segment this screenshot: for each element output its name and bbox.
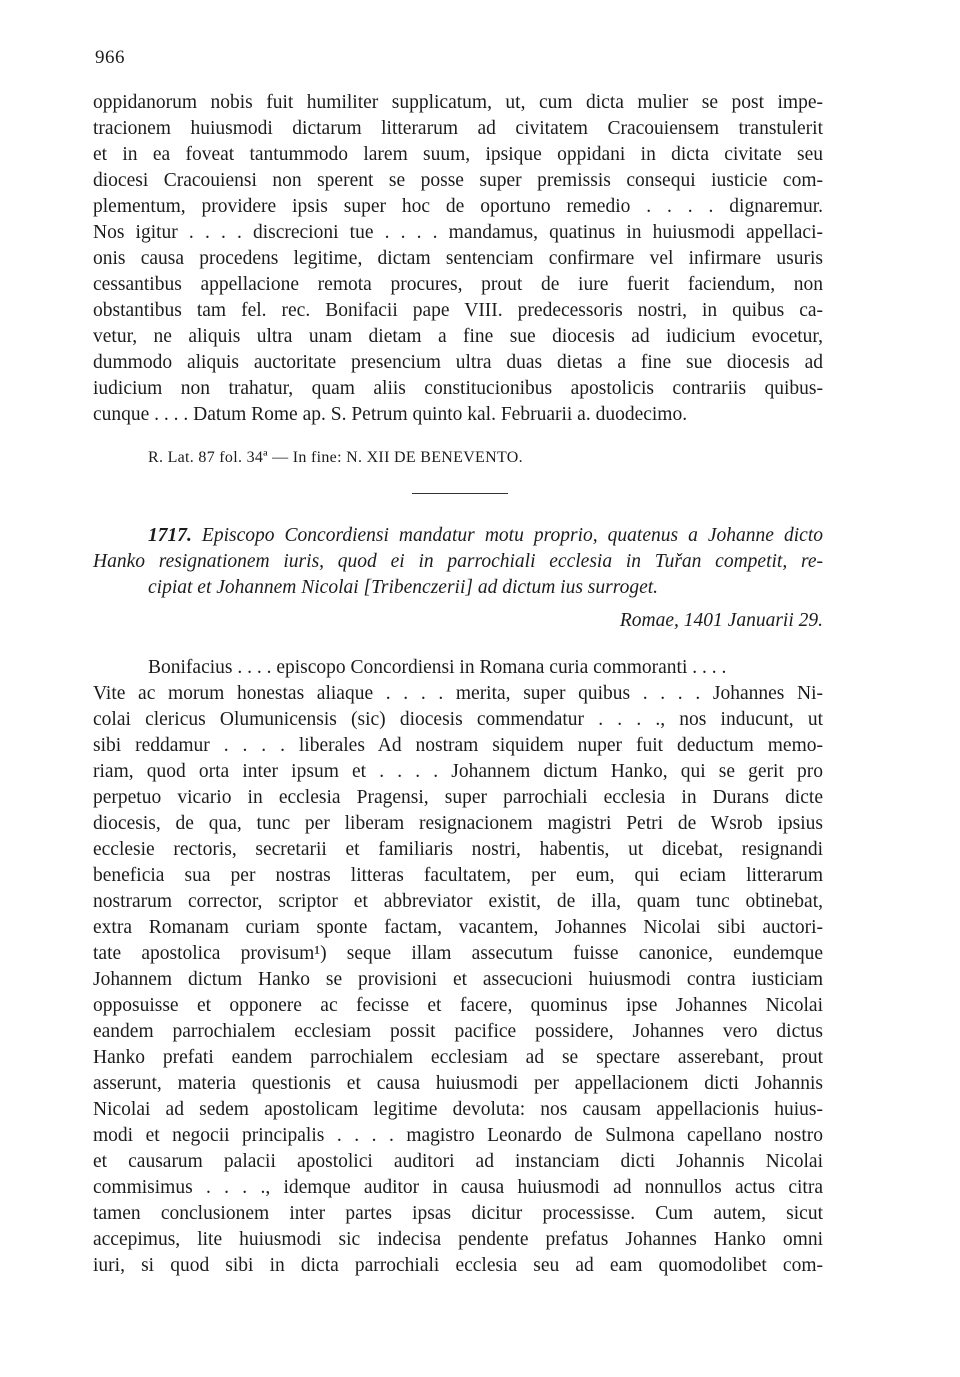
text-line: nostrarum corrector, scriptor et abbreviator existit, de illa, quam tunc obtinebat, xyxy=(93,891,823,912)
text-line: onis causa procedens legitime, dictam sentenciam confirmare vel infirmare usuris xyxy=(93,248,823,269)
text-line: dummodo aliquis auctoritate presencium ultra duas dietas a fine sue diocesis ad xyxy=(93,352,823,373)
text-line: accepimus, lite huiusmodi sic indecisa pendente prefatus Johannes Hanko omni xyxy=(93,1229,823,1250)
text-line: sibi reddamur . . . . liberales Ad nostram siquidem nuper fuit deductum memo- xyxy=(93,735,823,756)
text-line: opposuisse et opponere ac fecisse et facere, quominus ipse Johannes Nicolai xyxy=(93,995,823,1016)
text-line: asserunt, materia questionis et causa huiusmodi per appellacionem dicti Johannis xyxy=(93,1073,823,1094)
text-line: Nicolai ad sedem apostolicam legitime devoluta: nos causam appellacionis huius- xyxy=(93,1099,823,1120)
text-line: beneficia sua per nostras litteras facultatem, per eum, qui eciam litterarum xyxy=(93,865,823,886)
source-note: R. Lat. 87 fol. 34ª — In fine: N. XII DE BENEVENTO. xyxy=(148,449,523,466)
heading-line: Hanko resignationem iuris, quod ei in parrochiali ecclesia in Tuřan competit, re- xyxy=(93,551,823,572)
text-line: iudicium non trahatur, quam aliis constitucionibus apostolicis contrariis quibus- xyxy=(93,378,823,399)
text-line: cessantibus appellacione remota procures, prout de iure fuerit faciendum, non xyxy=(93,274,823,295)
text-line: diocesi Cracouiensi non sperent se posse super premissis consequi iusticie com- xyxy=(93,170,823,191)
entry-number: 1717. xyxy=(148,525,192,546)
text-line: commisimus . . . ., idemque auditor in causa huiusmodi ad nonnullos actus citra xyxy=(93,1177,823,1198)
text-line: tate apostolica provisum¹) seque illam assecutum fuisse canonice, eundemque xyxy=(93,943,823,964)
text-line: colai clericus Olumunicensis (sic) diocesis commendatur . . . ., nos inducunt, ut xyxy=(93,709,823,730)
text-line: Nos igitur . . . . discrecioni tue . . . . mandamus, quatinus in huiusmodi appellaci- xyxy=(93,222,823,243)
section-divider xyxy=(412,493,508,494)
text-line: extra Romanam curiam sponte factam, vacantem, Johannes Nicolai sibi auctori- xyxy=(93,917,823,938)
text-line: et in ea foveat tantummodo larem suum, ipsique oppidani in dicta civitate seu xyxy=(93,144,823,165)
text-line: et causarum palacii apostolici auditori ad instanciam dicti Johannis Nicolai xyxy=(93,1151,823,1172)
text-line: Bonifacius . . . . episcopo Concordiensi in Romana curia commoranti . . . . xyxy=(148,657,727,678)
paragraph-continued xyxy=(93,90,823,428)
paragraph-letter xyxy=(93,655,823,1279)
text-line: ecclesie rectoris, secretarii et familiaris nostri, habentis, ut dicebat, resignandi xyxy=(93,839,823,860)
text-line: cunque . . . . Datum Rome ap. S. Petrum quinto kal. Februarii a. duodecimo. xyxy=(93,404,688,425)
heading-line: cipiat et Johannem Nicolai [Tribenczerii] ad dictum ius surroget. xyxy=(148,577,659,598)
text-line: iuri, si quod sibi in dicta parrochiali ecclesia seu ad eam quomodolibet com- xyxy=(93,1255,823,1276)
text-line: tamen conclusionem inter partes ipsas dicitur processisse. Cum autem, sicut xyxy=(93,1203,823,1224)
entry-heading xyxy=(93,523,823,601)
text-line: modi et negocii principalis . . . . magistro Leonardo de Sulmona capellano nostro xyxy=(93,1125,823,1146)
text-line: vetur, ne aliquis ultra unam dietam a fine sue diocesis ad iudicium evocetur, xyxy=(93,326,823,347)
text-line: obstantibus tam fel. rec. Bonifacii pape VIII. predecessoris nostri, in quibus ca- xyxy=(93,300,823,321)
text-line: Johannem dictum Hanko se provisioni et assecucioni huiusmodi contra iusticiam xyxy=(93,969,823,990)
text-line: riam, quod orta inter ipsum et . . . . Johannem dictum Hanko, qui se gerit pro xyxy=(93,761,823,782)
text-line: diocesis, de qua, tunc per liberam resignacionem magistri Petri de Wsrob ipsius xyxy=(93,813,823,834)
page-number: 966 xyxy=(95,47,125,68)
text-line: Vite ac morum honestas aliaque . . . . merita, super quibus . . . . Johannes Ni- xyxy=(93,683,823,704)
text-line: tracionem huiusmodi dictarum litterarum ad civitatem Cracouiensem transtulerit xyxy=(93,118,823,139)
text-line: Hanko prefati eandem parrochialem ecclesiam ad se spectare asserebant, prout xyxy=(93,1047,823,1068)
text-line: plementum, providere ipsis super hoc de oportuno remedio . . . . dignaremur. xyxy=(93,196,823,217)
text-line: perpetuo vicario in ecclesia Pragensi, super parrochiali ecclesia in Durans dicte xyxy=(93,787,823,808)
text-line: eandem parrochialem ecclesiam possit pacifice possidere, Johannes vero dictus xyxy=(93,1021,823,1042)
heading-line: Episcopo Concordiensi mandatur motu proprio, quatenus a Johanne dicto xyxy=(201,525,823,546)
text-line: oppidanorum nobis fuit humiliter supplicatum, ut, cum dicta mulier se post impe- xyxy=(93,92,823,113)
entry-date: Romae, 1401 Januarii 29. xyxy=(619,610,823,631)
